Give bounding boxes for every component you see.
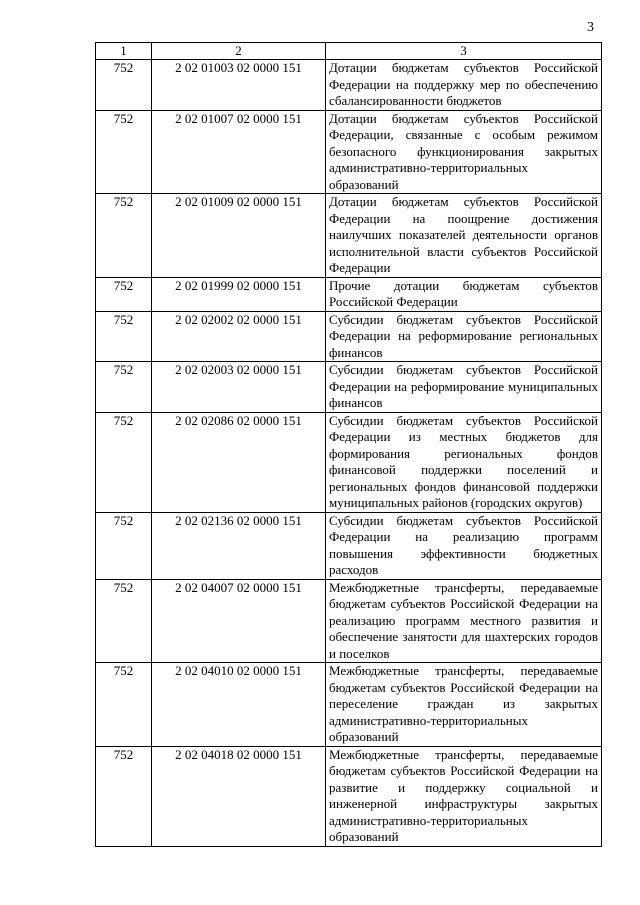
revenue-name-cell: Субсидии бюджетам субъектов Российской Федерации из местных бюджетов для формирования региональных фондов финансовой поддержки поселений и региональных фондов финансовой поддержки муниципальных районов (городских округов) <box>326 412 602 512</box>
kbk-code-cell: 2 02 04010 02 0000 151 <box>152 663 326 747</box>
admin-code-cell: 752 <box>96 412 152 512</box>
table-row <box>96 311 602 362</box>
page-number: 3 <box>587 20 594 35</box>
revenue-name-cell: Дотации бюджетам субъектов Российской Федерации на поддержку мер по обеспечению сбалансированности бюджетов <box>326 60 602 111</box>
admin-code-cell: 752 <box>96 579 152 663</box>
kbk-code-cell: 2 02 04007 02 0000 151 <box>152 579 326 663</box>
revenue-name-cell: Дотации бюджетам субъектов Российской Федерации, связанные с особым режимом безопасного функционирования закрытых административно-территориальных образований <box>326 110 602 194</box>
kbk-code-cell: 2 02 01999 02 0000 151 <box>152 277 326 311</box>
kbk-code-cell: 2 02 01007 02 0000 151 <box>152 110 326 194</box>
kbk-code-cell: 2 02 02003 02 0000 151 <box>152 362 326 413</box>
admin-code-cell: 752 <box>96 362 152 413</box>
admin-code-cell: 752 <box>96 277 152 311</box>
kbk-code-cell: 2 02 01009 02 0000 151 <box>152 194 326 278</box>
column-header-3: 3 <box>326 43 602 60</box>
table-row <box>96 663 602 747</box>
table-row <box>96 362 602 413</box>
table-row <box>96 194 602 278</box>
table-row <box>96 579 602 663</box>
kbk-code-cell: 2 02 02086 02 0000 151 <box>152 412 326 512</box>
table-row <box>96 412 602 512</box>
table-row <box>96 746 602 846</box>
revenue-codes-table <box>95 42 602 847</box>
table-row <box>96 512 602 579</box>
admin-code-cell: 752 <box>96 512 152 579</box>
admin-code-cell: 752 <box>96 194 152 278</box>
revenue-name-cell: Межбюджетные трансферты, передаваемые бюджетам субъектов Российской Федерации на переселение граждан из закрытых административно-территориальных образований <box>326 663 602 747</box>
revenue-name-cell: Прочие дотации бюджетам субъектов Российской Федерации <box>326 277 602 311</box>
column-header-1: 1 <box>96 43 152 60</box>
revenue-name-cell: Субсидии бюджетам субъектов Российской Федерации на реформирование региональных финансов <box>326 311 602 362</box>
table-row <box>96 110 602 194</box>
revenue-name-cell: Субсидии бюджетам субъектов Российской Федерации на реализацию программ повышения эффективности бюджетных расходов <box>326 512 602 579</box>
admin-code-cell: 752 <box>96 60 152 111</box>
table-header-row <box>96 43 602 60</box>
kbk-code-cell: 2 02 01003 02 0000 151 <box>152 60 326 111</box>
admin-code-cell: 752 <box>96 746 152 846</box>
kbk-code-cell: 2 02 02002 02 0000 151 <box>152 311 326 362</box>
revenue-name-cell: Межбюджетные трансферты, передаваемые бюджетам субъектов Российской Федерации на реализацию программ местного развития и обеспечение занятости для шахтерских городов и поселков <box>326 579 602 663</box>
revenue-name-cell: Дотации бюджетам субъектов Российской Федерации на поощрение достижения наилучших показателей деятельности органов исполнительной власти субъектов Российской Федерации <box>326 194 602 278</box>
admin-code-cell: 752 <box>96 110 152 194</box>
admin-code-cell: 752 <box>96 311 152 362</box>
table-row <box>96 60 602 111</box>
revenue-name-cell: Межбюджетные трансферты, передаваемые бюджетам субъектов Российской Федерации на развитие и поддержку социальной и инженерной инфраструктуры закрытых административно-территориальных образований <box>326 746 602 846</box>
kbk-code-cell: 2 02 02136 02 0000 151 <box>152 512 326 579</box>
column-header-2: 2 <box>152 43 326 60</box>
table-row <box>96 277 602 311</box>
admin-code-cell: 752 <box>96 663 152 747</box>
revenue-name-cell: Субсидии бюджетам субъектов Российской Федерации на реформирование муниципальных финансов <box>326 362 602 413</box>
kbk-code-cell: 2 02 04018 02 0000 151 <box>152 746 326 846</box>
